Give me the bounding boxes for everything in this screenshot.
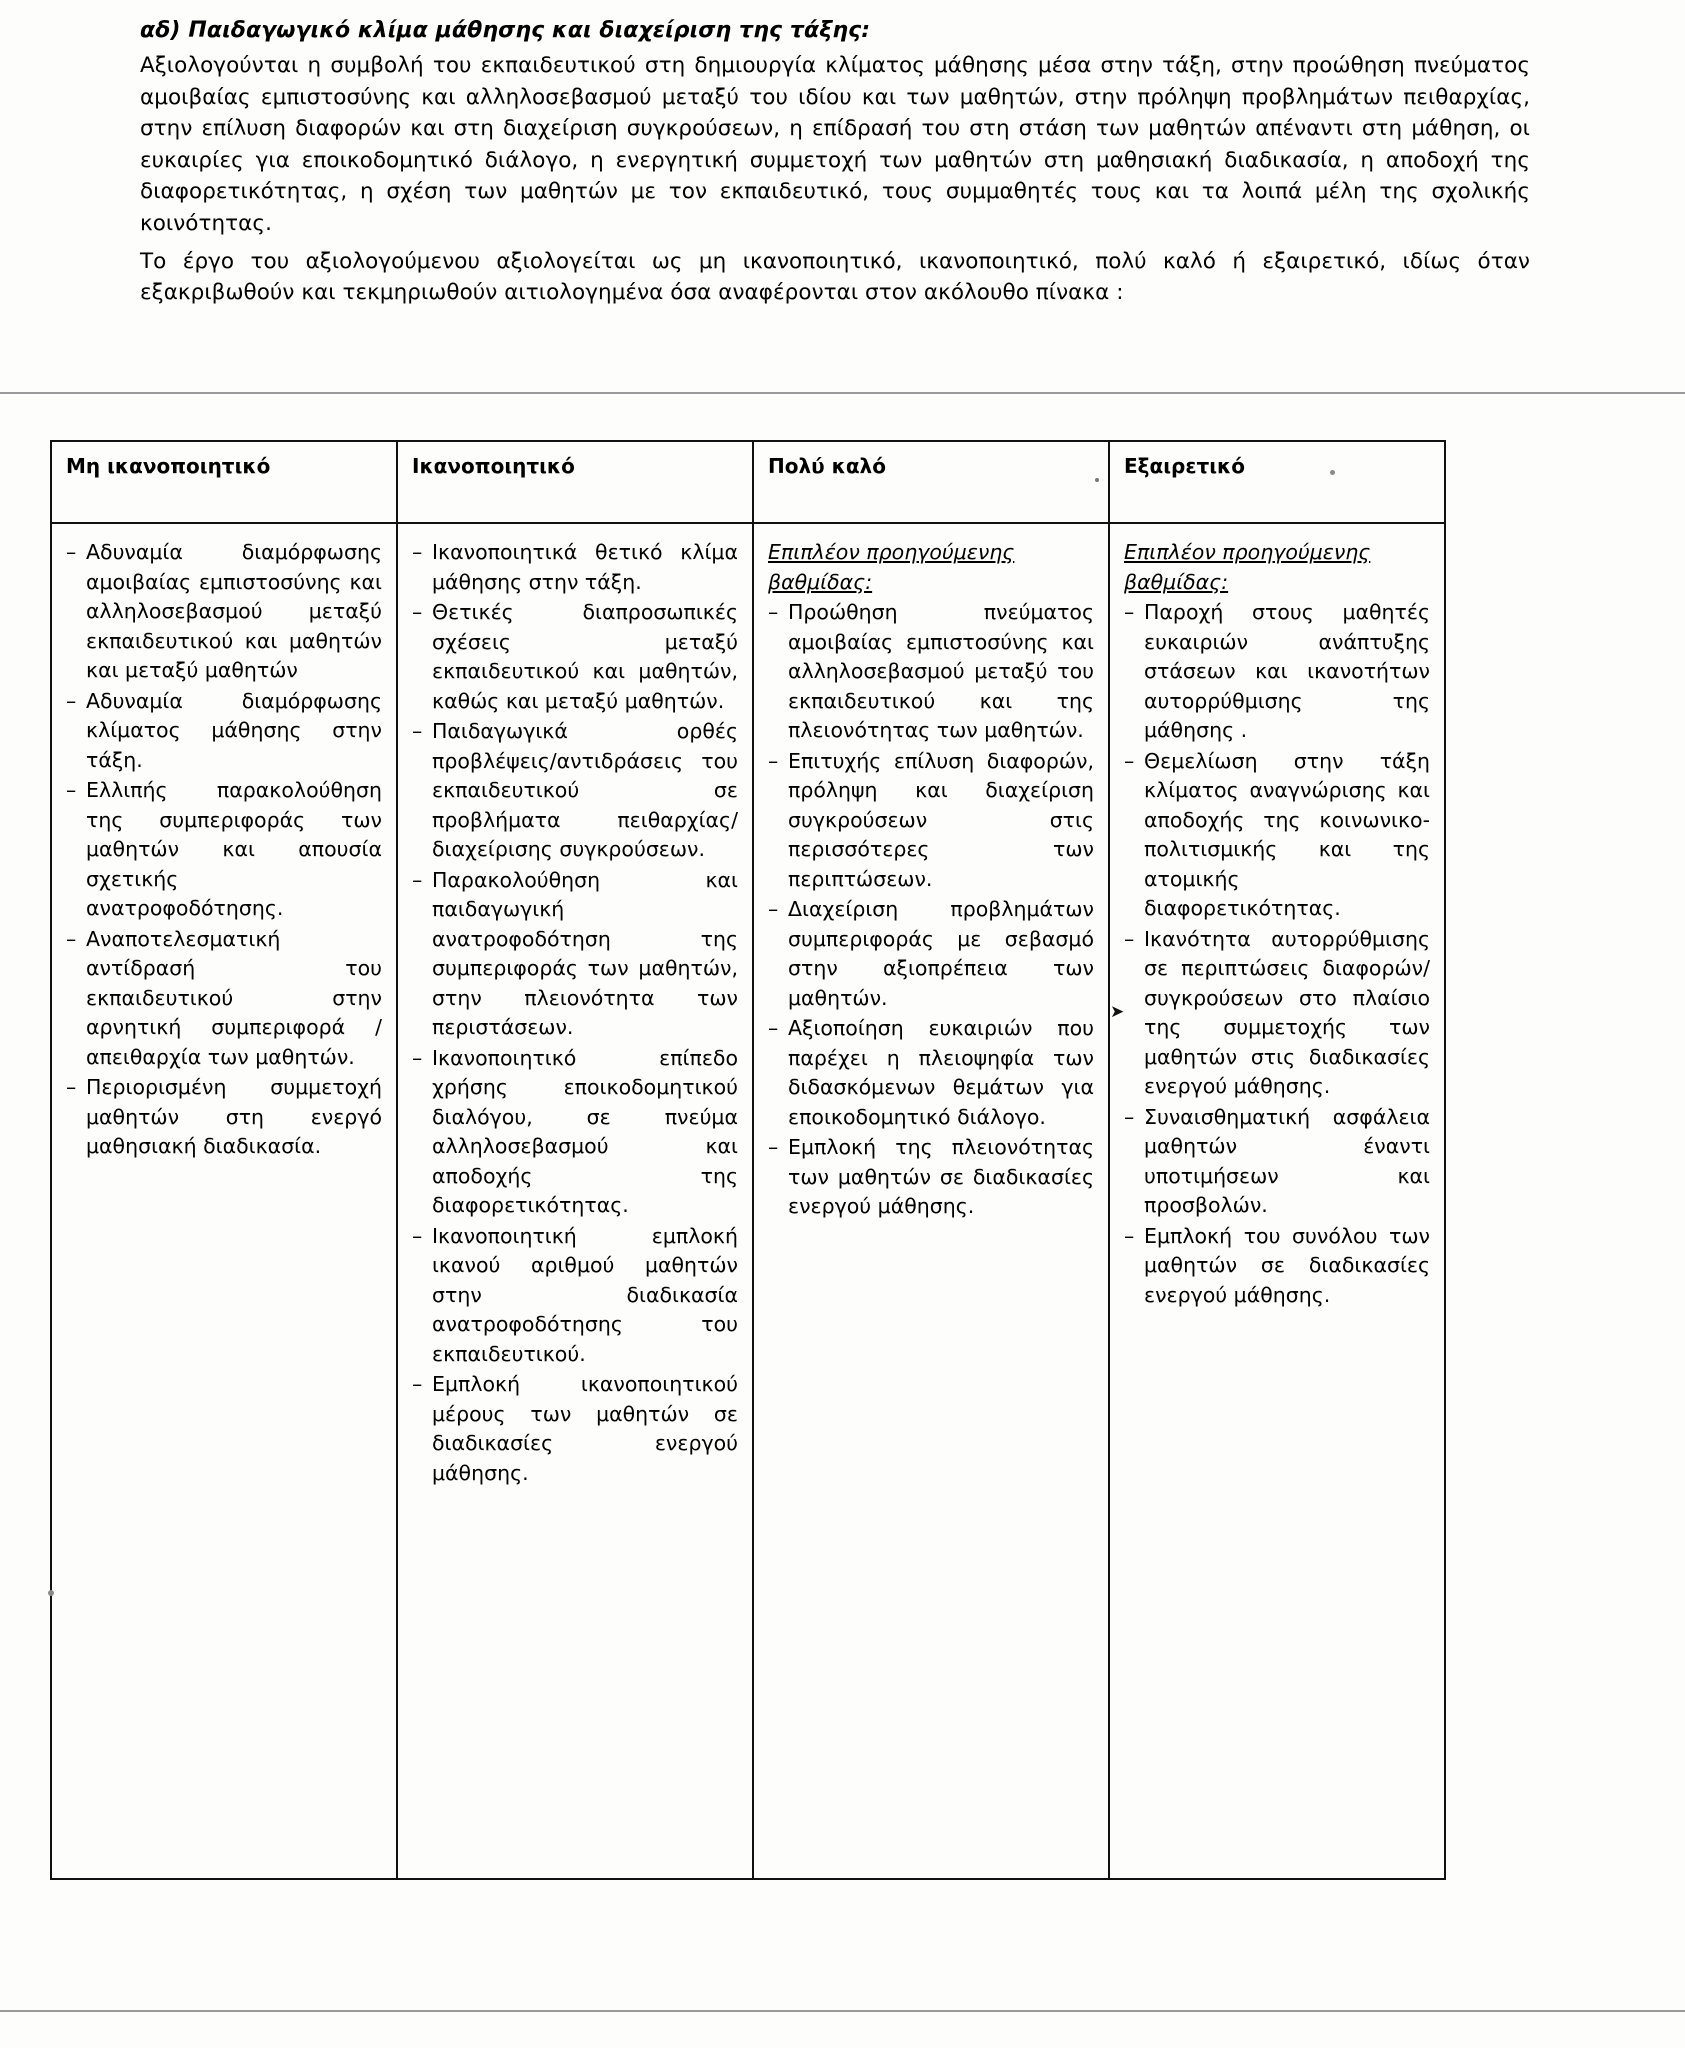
- table-header-satisfactory: Ικανοποιητικό: [397, 441, 753, 523]
- table-cell-excellent: [1109, 523, 1445, 1879]
- scan-speck-icon: [48, 1590, 54, 1596]
- scan-speck-icon: [1095, 478, 1099, 482]
- horizontal-divider-bottom: [0, 2010, 1685, 2012]
- list-item: – Αξιοποίηση ευκαιριών που παρέχει η πλειοψηφία των διδασκόμενων θεμάτων για εποικοδομητικό διάλογο.: [768, 1014, 1094, 1132]
- list-item: – Αδυναμία διαμόρφωσης αμοιβαίας εμπιστοσύνης και αλληλοσεβασμού μεταξύ εκπαιδευτικού και μαθητών και μεταξύ μαθητών: [66, 538, 382, 686]
- intro-paragraph-1: Αξιολογούνται η συμβολή του εκπαιδευτικού στη δημιουργία κλίματος μάθησης μέσα στην τάξη, στην προώθηση πνεύματος αμοιβαίας εμπιστοσύνης και αλληλοσεβασμού μεταξύ του ιδίου και των μαθητών, στην πρόληψη προβλημάτων πειθαρχίας, στην επίλυση διαφορών και στη διαχείριση συγκρούσεων, η επίδρασή του στη στάση των μαθητών απέναντι στη μάθηση, οι ευκαιρίες για εποικοδομητικό διάλογο, η ενεργητική συμμετοχή των μαθητών στη μαθησιακή διαδικασία, η αποδοχή της διαφορετικότητας, η σχέση των μαθητών με τον εκπαιδευτικό, τους συμμαθητές τους και τα λοιπά μέλη της σχολικής κοινότητας.: [140, 53, 1530, 236]
- section-heading: αδ) Παιδαγωγικό κλίμα μάθησης και διαχείριση της τάξης:: [140, 18, 871, 43]
- intro-section: [140, 18, 1530, 311]
- list-item: – Θετικές διαπροσωπικές σχέσεις μεταξύ εκπαιδευτικού και μαθητών, καθώς και μεταξύ μαθητών.: [412, 598, 738, 716]
- list-item: – Παιδαγωγικά ορθές προβλέψεις/αντιδράσεις του εκπαιδευτικού σε προβλήματα πειθαρχίας/διαχείρισης συγκρούσεων.: [412, 717, 738, 865]
- list-item: – Περιορισμένη συμμετοχή μαθητών στη ενεργό μαθησιακή διαδικασία.: [66, 1073, 382, 1162]
- bullet-list-unsatisfactory: [66, 538, 382, 1162]
- bullet-list-excellent: [1124, 598, 1430, 1310]
- list-item: – Ικανοποιητικά θετικό κλίμα μάθησης στην τάξη.: [412, 538, 738, 597]
- list-item: – Εμπλοκή του συνόλου των μαθητών σε διαδικασίες ενεργού μάθησης.: [1124, 1222, 1430, 1311]
- criteria-table: [50, 440, 1446, 1880]
- table-cell-satisfactory: [397, 523, 753, 1879]
- cell-lead-excellent: Επιπλέον προηγούμενης βαθμίδας:: [1124, 540, 1371, 594]
- list-item: – Ικανοποιητικό επίπεδο χρήσης εποικοδομητικού διαλόγου, σε πνεύμα αλληλοσεβασμού και αποδοχής της διαφορετικότητας.: [412, 1044, 738, 1221]
- list-item: – Επιτυχής επίλυση διαφορών, πρόληψη και διαχείριση συγκρούσεων στις περισσότερες των περιπτώσεων.: [768, 747, 1094, 895]
- list-item: – Εμπλοκή της πλειονότητας των μαθητών σε διαδικασίες ενεργού μάθησης.: [768, 1133, 1094, 1222]
- list-item: – Αναποτελεσματική αντίδρασή του εκπαιδευτικού στην αρνητική συμπεριφορά /απειθαρχία των μαθητών.: [66, 925, 382, 1073]
- list-item: – Συναισθηματική ασφάλεια μαθητών έναντι υποτιμήσεων και προσβολών.: [1124, 1103, 1430, 1221]
- list-item: – Θεμελίωση στην τάξη κλίματος αναγνώρισης και αποδοχής της κοινωνικο-πολιτισμικής και της ατομικής διαφορετικότητας.: [1124, 747, 1430, 924]
- list-item: – Ικανοποιητική εμπλοκή ικανού αριθμού μαθητών στην διαδικασία ανατροφοδότησης του εκπαιδευτικού.: [412, 1222, 738, 1370]
- table-header-excellent: Εξαιρετικό: [1109, 441, 1445, 523]
- table-cell-verygood: [753, 523, 1109, 1879]
- intro-paragraph-2: Το έργο του αξιολογούμενου αξιολογείται ως μη ικανοποιητικό, ικανοποιητικό, πολύ καλό ή εξαιρετικό, ιδίως όταν εξακριβωθούν και τεκμηριωθούν αιτιολογημένα όσα αναφέρονται στον ακόλουθο πίνακα :: [140, 248, 1530, 306]
- table-body-row: [51, 523, 1445, 1879]
- table-header-unsatisfactory: Μη ικανοποιητικό: [51, 441, 397, 523]
- list-item: – Παρακολούθηση και παιδαγωγική ανατροφοδότηση της συμπεριφοράς των μαθητών, στην πλειονότητα των περιστάσεων.: [412, 866, 738, 1043]
- list-item: – Παροχή στους μαθητές ευκαιριών ανάπτυξης στάσεων και ικανοτήτων αυτορρύθμισης της μάθησης .: [1124, 598, 1430, 746]
- bullet-list-verygood: [768, 598, 1094, 1222]
- table-header-verygood: Πολύ καλό: [753, 441, 1109, 523]
- list-item: – Διαχείριση προβλημάτων συμπεριφοράς με σεβασμό στην αξιοπρέπεια των μαθητών.: [768, 895, 1094, 1013]
- horizontal-divider-top: [0, 392, 1685, 394]
- bullet-list-satisfactory: [412, 538, 738, 1489]
- list-item: – Ικανότητα αυτορρύθμισης σε περιπτώσεις διαφορών/συγκρούσεων στο πλαίσιο της συμμετοχής των μαθητών στις διαδικασίες ενεργού μάθησης.: [1124, 925, 1430, 1102]
- list-item: – Προώθηση πνεύματος αμοιβαίας εμπιστοσύνης και αλληλοσεβασμού μεταξύ του εκπαιδευτικού και της πλειονότητας των μαθητών.: [768, 598, 1094, 746]
- scan-speck-icon: [1330, 470, 1335, 475]
- list-item: – Εμπλοκή ικανοποιητικού μέρους των μαθητών σε διαδικασίες ενεργού μάθησης.: [412, 1370, 738, 1488]
- cell-lead-verygood: Επιπλέον προηγούμενης βαθμίδας:: [768, 540, 1015, 594]
- list-item: – Αδυναμία διαμόρφωσης κλίματος μάθησης στην τάξη.: [66, 687, 382, 776]
- list-item: – Ελλιπής παρακολούθηση της συμπεριφοράς των μαθητών και απουσία σχετικής ανατροφοδότησης.: [66, 776, 382, 924]
- table-cell-unsatisfactory: [51, 523, 397, 1879]
- pen-mark-icon: ➤: [1110, 1002, 1125, 1022]
- table-header-row: [51, 441, 1445, 523]
